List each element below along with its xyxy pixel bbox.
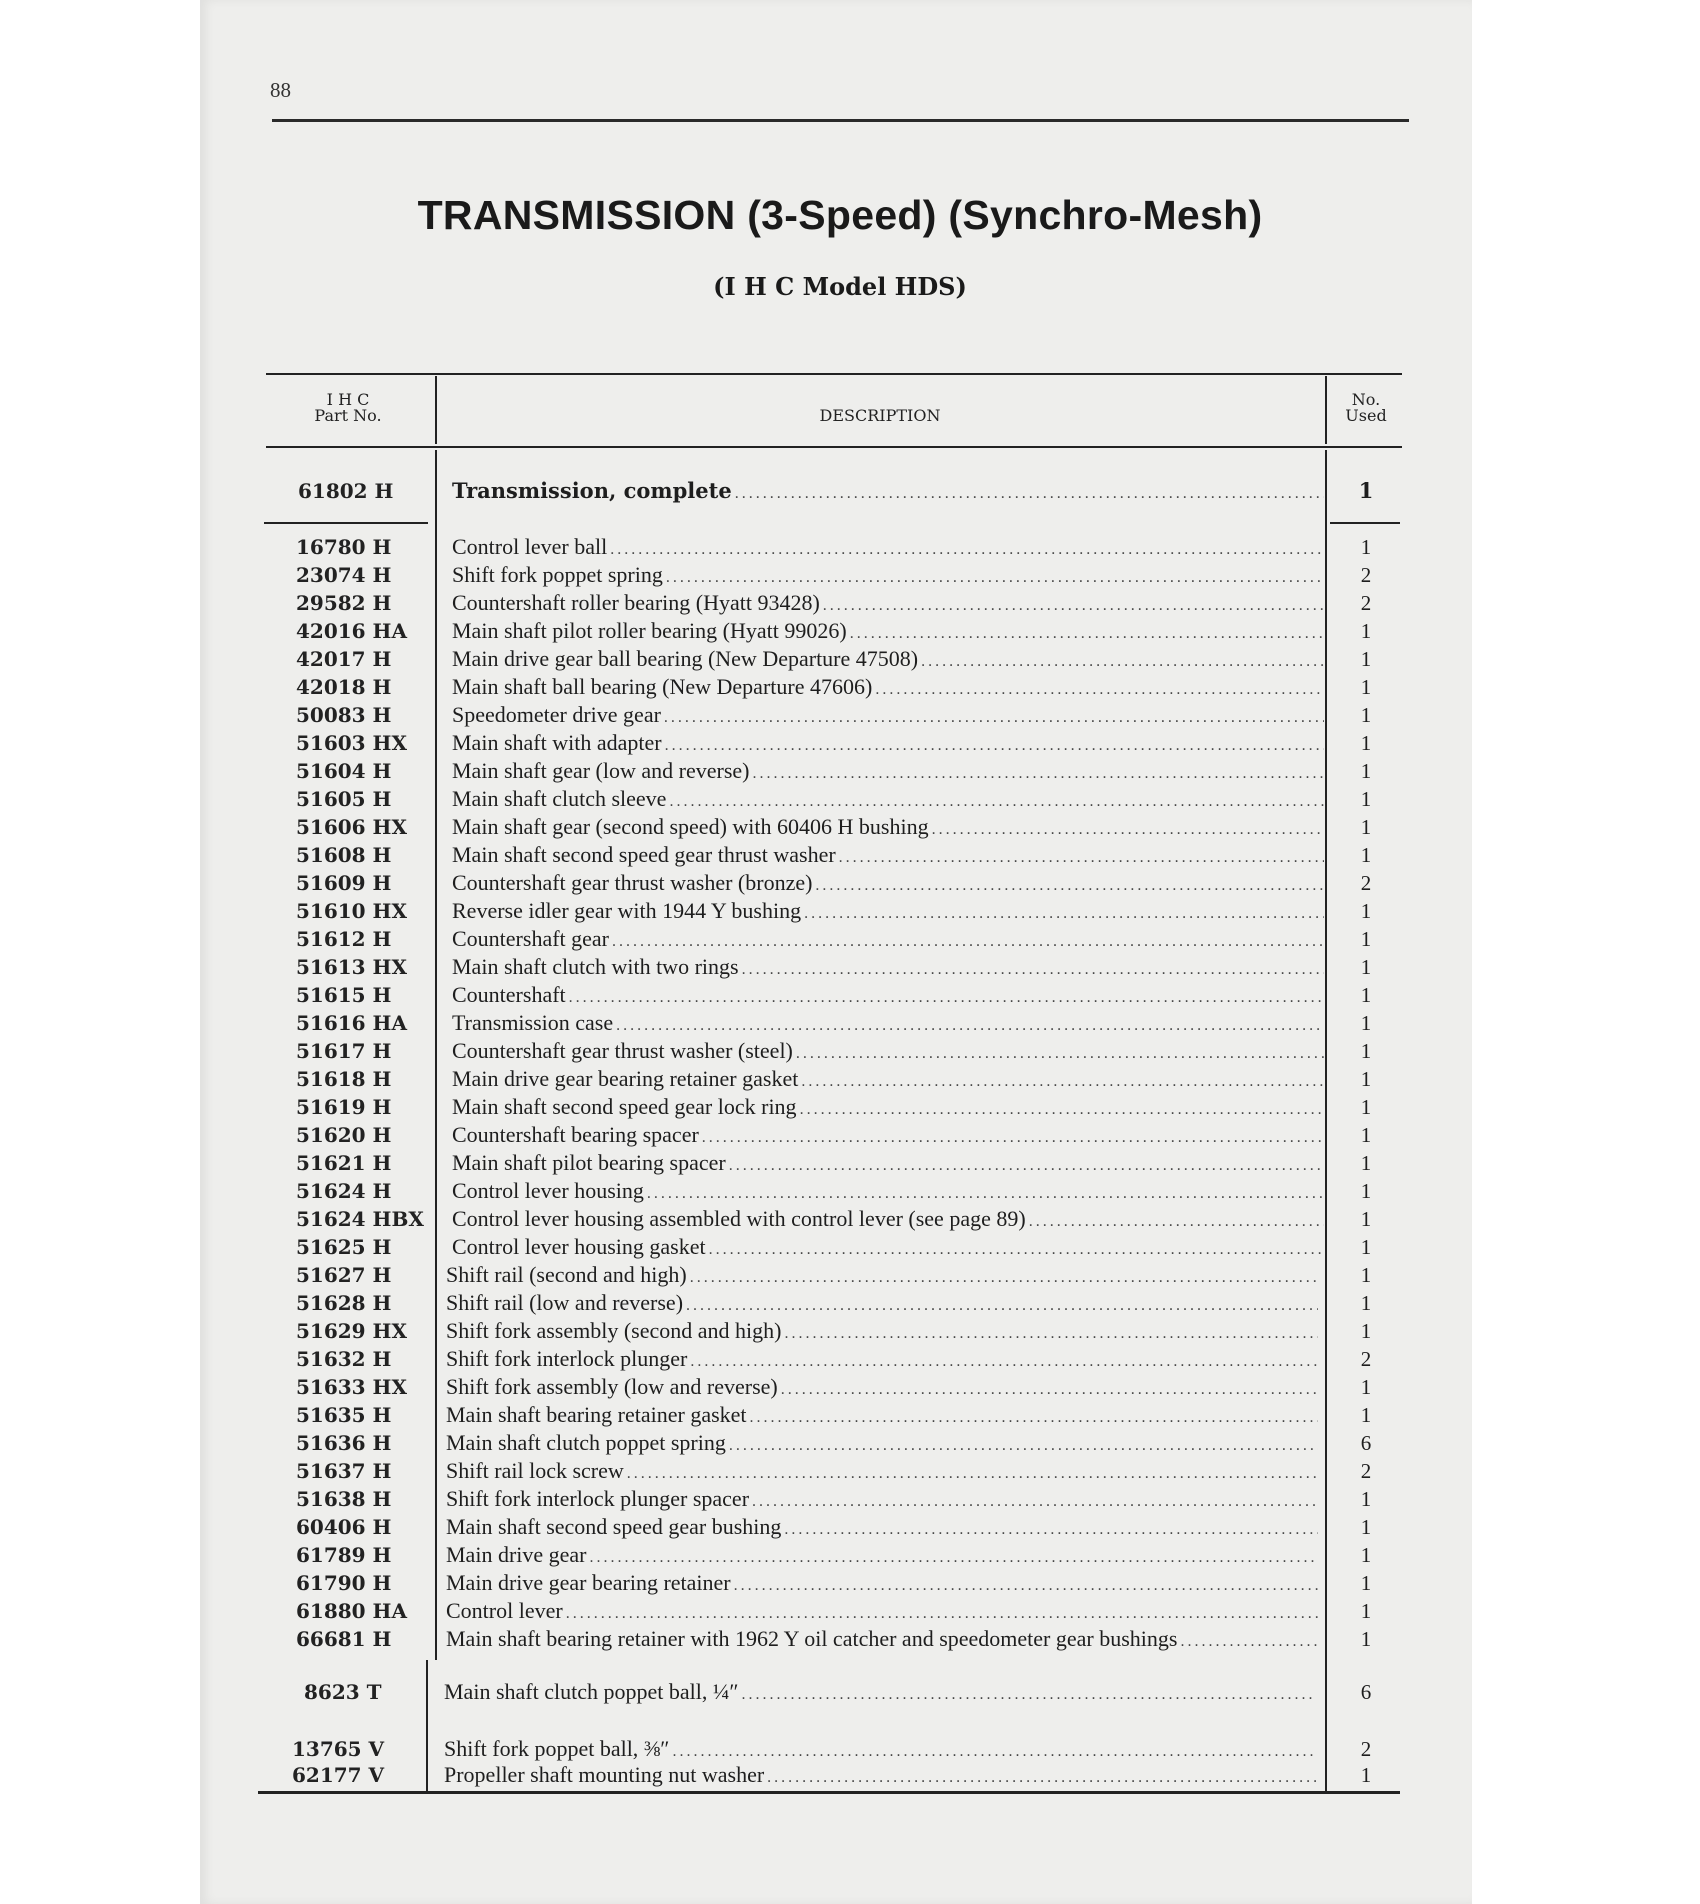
dot-leader — [815, 872, 1324, 900]
description-text: Main shaft clutch poppet ball, ¼″ — [444, 1679, 739, 1704]
table-row — [0, 1093, 1700, 1121]
dot-leader — [781, 1376, 1318, 1404]
description — [446, 1625, 1318, 1656]
table-row — [0, 1177, 1700, 1205]
description — [452, 673, 1324, 704]
part-number: 8623 T — [304, 1680, 382, 1704]
dot-leader — [566, 1600, 1318, 1628]
description-text: Shift fork assembly (low and reverse) — [446, 1374, 778, 1399]
part-number: 51625 H — [296, 1235, 392, 1259]
description — [452, 813, 1324, 844]
column-divider-left — [435, 376, 437, 444]
part-number: 51632 H — [296, 1347, 392, 1371]
quantity: 1 — [1360, 1039, 1372, 1063]
header-part-line2: Part No. — [314, 406, 382, 425]
description-text: Countershaft gear thrust washer (steel) — [452, 1038, 793, 1063]
quantity: 1 — [1360, 647, 1372, 671]
part-number: 23074 H — [296, 563, 392, 587]
part-number: 51612 H — [296, 927, 392, 951]
dot-leader — [784, 1516, 1318, 1544]
description-text: Main shaft gear (second speed) with 60406 H bushing — [452, 814, 929, 839]
dot-leader — [569, 984, 1324, 1012]
dot-leader — [801, 1068, 1324, 1096]
description — [446, 1345, 1318, 1376]
table-row — [0, 1597, 1700, 1625]
description — [444, 1761, 1316, 1792]
dot-leader — [612, 928, 1324, 956]
part-number: 51635 H — [296, 1403, 392, 1427]
dot-leader — [734, 1572, 1318, 1600]
complete-row-rule-left — [264, 522, 428, 524]
quantity: 1 — [1360, 1627, 1372, 1651]
description-text: Control lever — [446, 1598, 563, 1623]
table-row — [0, 953, 1700, 981]
description-text: Reverse idler gear with 1944 Y bushing — [452, 898, 802, 923]
description — [446, 1541, 1318, 1572]
part-number: 51603 HX — [296, 731, 407, 755]
table-row — [0, 561, 1700, 589]
table-row — [0, 1457, 1700, 1485]
description-text: Shift rail lock screw — [446, 1458, 624, 1483]
table-row — [0, 841, 1700, 869]
header-part-no — [296, 392, 400, 424]
quantity: 1 — [1360, 1291, 1372, 1315]
part-number: 51608 H — [296, 843, 392, 867]
part-number: 51605 H — [296, 787, 392, 811]
quantity: 1 — [1360, 1263, 1372, 1287]
description-text: Main shaft clutch poppet spring — [446, 1430, 726, 1455]
table-row — [0, 1735, 1700, 1763]
quantity: 1 — [1360, 899, 1372, 923]
quantity: 1 — [1360, 1319, 1372, 1343]
dot-leader — [850, 620, 1324, 648]
quantity: 2 — [1360, 871, 1372, 895]
part-number: 51613 HX — [296, 955, 407, 979]
part-number: 51627 H — [296, 1263, 392, 1287]
table-row — [0, 813, 1700, 841]
part-number: 42016 HA — [296, 619, 407, 643]
description-text: Control lever housing gasket — [452, 1234, 706, 1259]
description-text: Shift rail (second and high) — [446, 1262, 687, 1287]
description — [452, 589, 1324, 620]
quantity: 1 — [1360, 1599, 1372, 1623]
description — [446, 1513, 1318, 1544]
description — [452, 953, 1324, 984]
dot-leader — [665, 732, 1324, 760]
dot-leader — [921, 648, 1324, 676]
dot-leader — [664, 704, 1324, 732]
dot-leader — [690, 1264, 1318, 1292]
description-text: Main shaft gear (low and reverse) — [452, 758, 750, 783]
description — [444, 1678, 1316, 1709]
quantity: 1 — [1360, 731, 1372, 755]
part-number: 42017 H — [296, 647, 392, 671]
quantity: 1 — [1360, 1487, 1372, 1511]
dot-leader — [796, 1040, 1324, 1068]
part-number: 51618 H — [296, 1067, 392, 1091]
table-row — [0, 1317, 1700, 1345]
table-row — [0, 1121, 1700, 1149]
part-number: 51609 H — [296, 871, 392, 895]
part-number: 51638 H — [296, 1487, 392, 1511]
description — [446, 1401, 1318, 1432]
table-row — [0, 1009, 1700, 1037]
table-row-ball — [0, 1678, 1700, 1706]
quantity: 1 — [1360, 843, 1372, 867]
part-number: 51633 HX — [296, 1375, 407, 1399]
dot-leader — [800, 1096, 1324, 1124]
description-text: Shift rail (low and reverse) — [446, 1290, 684, 1315]
part-number: 42018 H — [296, 675, 392, 699]
part-number: 61789 H — [296, 1543, 392, 1567]
description — [452, 1121, 1324, 1152]
quantity: 1 — [1360, 535, 1372, 559]
dot-leader — [690, 1348, 1318, 1376]
dot-leader — [752, 1488, 1318, 1516]
part-number: 51616 HA — [296, 1011, 407, 1035]
table-row — [0, 1289, 1700, 1317]
description — [446, 1457, 1318, 1488]
table-row — [0, 1373, 1700, 1401]
table-row — [0, 785, 1700, 813]
part-number: 51628 H — [296, 1291, 392, 1315]
dot-leader — [750, 1404, 1318, 1432]
table-row — [0, 1261, 1700, 1289]
table-row — [0, 1485, 1700, 1513]
table-row — [0, 1345, 1700, 1373]
dot-leader — [784, 1320, 1318, 1348]
table-row — [0, 1541, 1700, 1569]
column-divider-right — [1325, 376, 1327, 444]
quantity: 1 — [1360, 955, 1372, 979]
description — [452, 1149, 1324, 1180]
description — [452, 477, 1324, 508]
quantity: 1 — [1360, 1763, 1372, 1787]
quantity: 1 — [1360, 1151, 1372, 1175]
quantity: 1 — [1360, 1179, 1372, 1203]
description-text: Shift fork interlock plunger — [446, 1346, 688, 1371]
part-number: 51619 H — [296, 1095, 392, 1119]
header-description: DESCRIPTION — [819, 406, 941, 425]
description-text: Countershaft gear — [452, 926, 609, 951]
dot-leader — [742, 956, 1324, 984]
description-text: Main shaft second speed gear lock ring — [452, 1094, 797, 1119]
dot-leader — [686, 1292, 1318, 1320]
dot-leader — [709, 1236, 1324, 1264]
description — [446, 1485, 1318, 1516]
table-row — [0, 1205, 1700, 1233]
table-row — [0, 925, 1700, 953]
quantity: 1 — [1360, 1207, 1372, 1231]
description — [452, 561, 1324, 592]
quantity: 1 — [1360, 815, 1372, 839]
description-text: Shift fork interlock plunger spacer — [446, 1486, 750, 1511]
quantity: 1 — [1360, 1375, 1372, 1399]
description — [452, 701, 1324, 732]
description-text: Main shaft clutch with two rings — [452, 954, 739, 979]
description — [452, 1093, 1324, 1124]
description-text: Shift fork assembly (second and high) — [446, 1318, 782, 1343]
quantity: 1 — [1360, 759, 1372, 783]
description-text: Main shaft bearing retainer gasket — [446, 1402, 747, 1427]
description — [452, 1177, 1324, 1208]
description — [446, 1597, 1318, 1628]
part-number: 61880 HA — [296, 1599, 407, 1623]
table-row — [0, 589, 1700, 617]
quantity: 2 — [1360, 591, 1372, 615]
dot-leader — [610, 536, 1324, 564]
dot-leader — [839, 844, 1324, 872]
dot-leader — [742, 1681, 1317, 1709]
table-row — [0, 617, 1700, 645]
description — [452, 925, 1324, 956]
dot-leader — [1180, 1628, 1318, 1656]
quantity: 2 — [1360, 563, 1372, 587]
complete-row-rule-right — [1330, 522, 1400, 524]
header-qty — [1340, 392, 1392, 424]
dot-leader — [616, 1012, 1324, 1040]
table-row — [0, 645, 1700, 673]
description-text: Main shaft bearing retainer with 1962 Y oil catcher and speedometer gear bushings — [446, 1626, 1178, 1651]
description — [452, 757, 1324, 788]
description — [446, 1373, 1318, 1404]
quantity: 1 — [1360, 1543, 1372, 1567]
part-number: 51629 HX — [296, 1319, 407, 1343]
description — [446, 1429, 1318, 1460]
description — [446, 1289, 1318, 1320]
description-text: Countershaft bearing spacer — [452, 1122, 699, 1147]
table-row — [0, 1065, 1700, 1093]
dot-leader — [932, 816, 1324, 844]
description-text: Propeller shaft mounting nut washer — [444, 1762, 765, 1787]
description — [446, 1569, 1318, 1600]
quantity: 1 — [1360, 927, 1372, 951]
dot-leader — [1029, 1208, 1324, 1236]
table-row — [0, 897, 1700, 925]
dot-leader — [590, 1544, 1319, 1572]
table-row — [0, 1037, 1700, 1065]
table-row — [0, 757, 1700, 785]
description-text: Main drive gear — [446, 1542, 587, 1567]
header-qty-line1: No. — [1351, 390, 1381, 409]
description-text: Transmission, complete — [452, 478, 732, 503]
table-row — [0, 1569, 1700, 1597]
description — [452, 533, 1324, 564]
description-text: Countershaft — [452, 982, 566, 1007]
quantity: 1 — [1358, 478, 1374, 503]
table-row — [0, 1401, 1700, 1429]
table-row — [0, 1761, 1700, 1789]
part-number: 13765 V — [292, 1737, 385, 1761]
dot-leader — [702, 1124, 1324, 1152]
table-row — [0, 729, 1700, 757]
part-number: 29582 H — [296, 591, 392, 615]
description — [452, 1065, 1324, 1096]
table-row — [0, 981, 1700, 1009]
header-part-line1: I H C — [326, 390, 370, 409]
part-number: 51637 H — [296, 1459, 392, 1483]
quantity: 1 — [1360, 1123, 1372, 1147]
part-number: 51624 H — [296, 1179, 392, 1203]
dot-leader — [669, 788, 1324, 816]
dot-leader — [627, 1460, 1318, 1488]
description-text: Countershaft roller bearing (Hyatt 93428) — [452, 590, 820, 615]
header-qty-line2: Used — [1345, 406, 1387, 425]
quantity: 1 — [1360, 1067, 1372, 1091]
part-number: 51617 H — [296, 1039, 392, 1063]
dot-leader — [752, 760, 1324, 788]
dot-leader — [875, 676, 1324, 704]
description — [452, 981, 1324, 1012]
table-top-rule — [266, 373, 1402, 375]
table-row — [0, 673, 1700, 701]
quantity: 1 — [1360, 1235, 1372, 1259]
table-row — [0, 1429, 1700, 1457]
description-text: Main shaft pilot roller bearing (Hyatt 99026) — [452, 618, 847, 643]
part-number: 51610 HX — [296, 899, 407, 923]
description — [452, 645, 1324, 676]
description-text: Control lever housing assembled with control lever (see page 89) — [452, 1206, 1026, 1231]
table-row — [0, 869, 1700, 897]
quantity: 2 — [1360, 1347, 1372, 1371]
dot-leader — [666, 564, 1324, 592]
dot-leader — [729, 1432, 1318, 1460]
quantity: 1 — [1360, 703, 1372, 727]
description — [452, 1233, 1324, 1264]
description-text: Shift fork poppet ball, ⅜″ — [444, 1736, 670, 1761]
part-number: 51624 HBX — [296, 1207, 424, 1231]
table-row-complete — [0, 477, 1700, 505]
description-text: Control lever ball — [452, 534, 608, 559]
description-text: Main drive gear ball bearing (New Departure 47508) — [452, 646, 919, 671]
part-number: 62177 V — [292, 1763, 385, 1787]
dot-leader — [804, 900, 1324, 928]
description-text: Main shaft clutch sleeve — [452, 786, 667, 811]
description-text: Main drive gear bearing retainer gasket — [452, 1066, 799, 1091]
page-subtitle: (I H C Model HDS) — [713, 272, 967, 301]
quantity: 1 — [1360, 1095, 1372, 1119]
quantity: 1 — [1360, 1515, 1372, 1539]
description — [452, 1009, 1324, 1040]
dot-leader — [735, 480, 1324, 508]
quantity: 1 — [1360, 1571, 1372, 1595]
dot-leader — [767, 1764, 1316, 1792]
part-number: 51621 H — [296, 1151, 392, 1175]
description — [452, 1205, 1324, 1236]
description-text: Shift fork poppet spring — [452, 562, 663, 587]
table-row — [0, 1625, 1700, 1653]
table-row — [0, 701, 1700, 729]
part-number: 66681 H — [296, 1627, 392, 1651]
description — [452, 1037, 1324, 1068]
quantity: 2 — [1360, 1459, 1372, 1483]
header-bottom-rule — [266, 446, 1402, 448]
part-number: 51620 H — [296, 1123, 392, 1147]
part-number: 51604 H — [296, 759, 392, 783]
header-rule — [272, 119, 1409, 122]
description — [452, 841, 1324, 872]
description — [452, 897, 1324, 928]
description-text: Countershaft gear thrust washer (bronze) — [452, 870, 813, 895]
dot-leader — [823, 592, 1324, 620]
dot-leader — [647, 1180, 1324, 1208]
description-text: Speedometer drive gear — [452, 702, 661, 727]
quantity: 1 — [1360, 1011, 1372, 1035]
table-row — [0, 1149, 1700, 1177]
quantity: 2 — [1360, 1737, 1372, 1761]
description-text: Transmission case — [452, 1010, 614, 1035]
description-text: Main drive gear bearing retainer — [446, 1570, 731, 1595]
quantity: 1 — [1360, 619, 1372, 643]
page-title: TRANSMISSION (3-Speed) (Synchro-Mesh) — [417, 192, 1263, 238]
table-row — [0, 1233, 1700, 1261]
description — [452, 617, 1324, 648]
quantity: 1 — [1360, 675, 1372, 699]
description-text: Main shaft second speed gear thrust washer — [452, 842, 836, 867]
description — [452, 869, 1324, 900]
part-number: 60406 H — [296, 1515, 392, 1539]
description-text: Main shaft pilot bearing spacer — [452, 1150, 726, 1175]
part-number: 51606 HX — [296, 815, 407, 839]
quantity: 1 — [1360, 1403, 1372, 1427]
description — [452, 729, 1324, 760]
quantity: 1 — [1360, 983, 1372, 1007]
description-text: Control lever housing — [452, 1178, 644, 1203]
description-text: Main shaft ball bearing (New Departure 47606) — [452, 674, 873, 699]
description-text: Main shaft with adapter — [452, 730, 662, 755]
page-number: 88 — [270, 78, 291, 102]
quantity: 1 — [1360, 787, 1372, 811]
description — [452, 785, 1324, 816]
quantity: 6 — [1360, 1431, 1372, 1455]
quantity: 6 — [1360, 1680, 1372, 1704]
part-number: 16780 H — [296, 535, 392, 559]
part-number: 61802 H — [298, 479, 394, 503]
table-row — [0, 533, 1700, 561]
description — [446, 1317, 1318, 1348]
part-number: 50083 H — [296, 703, 392, 727]
dot-leader — [729, 1152, 1324, 1180]
part-number: 51636 H — [296, 1431, 392, 1455]
description — [446, 1261, 1318, 1292]
table-row — [0, 1513, 1700, 1541]
part-number: 61790 H — [296, 1571, 392, 1595]
description-text: Main shaft second speed gear bushing — [446, 1514, 782, 1539]
part-number: 51615 H — [296, 983, 392, 1007]
